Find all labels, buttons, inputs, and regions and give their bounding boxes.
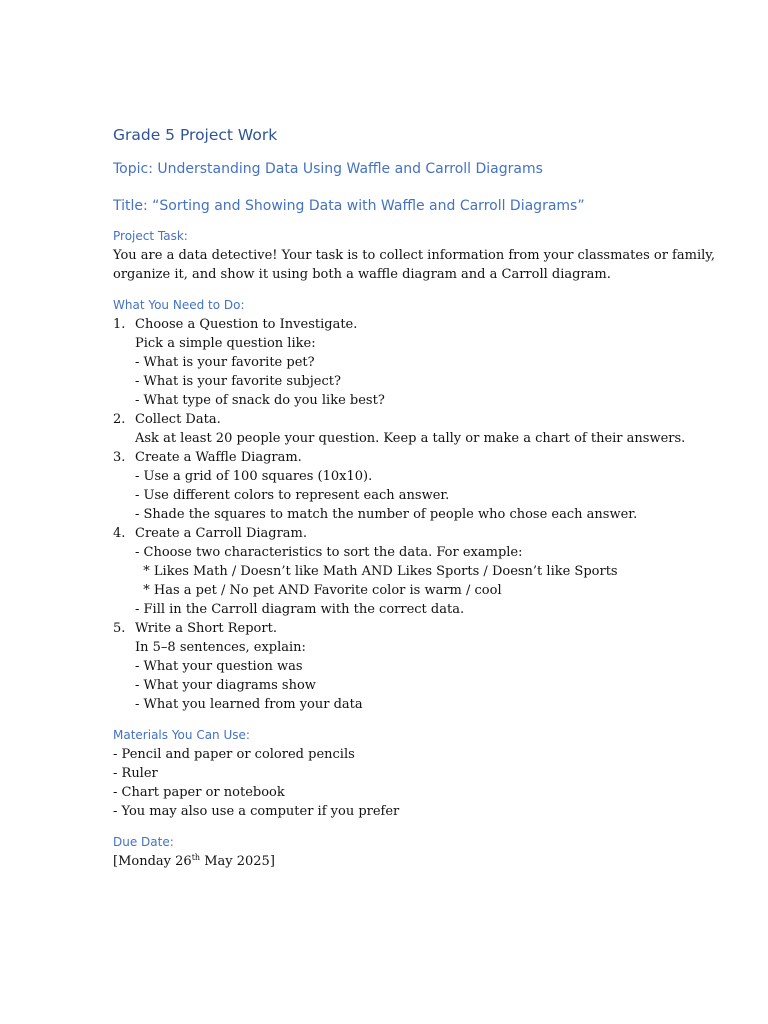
project-task-line: You are a data detective! Your task is to collect information from your classmates or family, bbox=[113, 248, 716, 263]
materials-line: - Ruler bbox=[113, 766, 158, 781]
step-line: Choose a Question to Investigate. bbox=[135, 317, 358, 332]
step-line: - What your diagrams show bbox=[135, 678, 316, 693]
step-5 bbox=[113, 619, 673, 714]
document-title: Grade 5 Project Work bbox=[113, 126, 278, 144]
due-date-text bbox=[113, 852, 673, 871]
document-page bbox=[113, 122, 716, 871]
step-line: Collect Data. bbox=[135, 412, 221, 427]
due-date-prefix: [Monday 26 bbox=[113, 854, 192, 869]
materials-heading: Materials You Can Use: bbox=[113, 728, 250, 742]
materials-line: - Pencil and paper or colored pencils bbox=[113, 747, 355, 762]
due-date-ordinal: th bbox=[191, 853, 201, 862]
step-line: - What is your favorite subject? bbox=[135, 374, 341, 389]
step-line: - What you learned from your data bbox=[135, 697, 363, 712]
project-task-text bbox=[113, 246, 716, 284]
step-number: 5. bbox=[113, 621, 126, 636]
step-line: Create a Carroll Diagram. bbox=[135, 526, 308, 541]
topic-heading: Topic: Understanding Data Using Waffle and Carroll Diagrams bbox=[113, 161, 543, 177]
materials-list bbox=[113, 745, 673, 821]
step-number: 4. bbox=[113, 526, 126, 541]
step-number: 3. bbox=[113, 450, 126, 465]
step-line: - What is your favorite pet? bbox=[135, 355, 315, 370]
step-line: - Choose two characteristics to sort the data. For example: bbox=[135, 545, 523, 560]
step-line: Ask at least 20 people your question. Keep a tally or make a chart of their answers. bbox=[135, 431, 686, 446]
step-line: - What type of snack do you like best? bbox=[135, 393, 385, 408]
steps-list bbox=[113, 315, 686, 714]
step-line: Pick a simple question like: bbox=[135, 336, 316, 351]
due-date-heading: Due Date: bbox=[113, 835, 174, 849]
what-to-do-heading: What You Need to Do: bbox=[113, 298, 245, 312]
step-line: In 5–8 sentences, explain: bbox=[135, 640, 306, 655]
due-date-suffix: May 2025] bbox=[200, 854, 275, 869]
step-number: 1. bbox=[113, 317, 126, 332]
project-task-line: organize it, and show it using both a waffle diagram and a Carroll diagram. bbox=[113, 267, 611, 282]
step-line: * Has a pet / No pet AND Favorite color is warm / cool bbox=[135, 583, 502, 598]
project-task-heading: Project Task: bbox=[113, 229, 188, 243]
step-line: * Likes Math / Doesn’t like Math AND Likes Sports / Doesn’t like Sports bbox=[135, 564, 618, 579]
step-line: Write a Short Report. bbox=[135, 621, 277, 636]
step-line: - Use different colors to represent each answer. bbox=[135, 488, 450, 503]
step-line: - Use a grid of 100 squares (10x10). bbox=[135, 469, 373, 484]
step-4 bbox=[113, 524, 673, 619]
step-number: 2. bbox=[113, 412, 126, 427]
materials-line: - Chart paper or notebook bbox=[113, 785, 285, 800]
materials-line: - You may also use a computer if you prefer bbox=[113, 804, 400, 819]
step-line: - What your question was bbox=[135, 659, 303, 674]
project-title-heading: Title: “Sorting and Showing Data with Waffle and Carroll Diagrams” bbox=[113, 198, 585, 214]
step-3 bbox=[113, 448, 673, 524]
step-line: Create a Waffle Diagram. bbox=[135, 450, 302, 465]
step-line: - Fill in the Carroll diagram with the correct data. bbox=[135, 602, 465, 617]
step-1 bbox=[113, 315, 673, 410]
step-2 bbox=[113, 410, 686, 448]
step-line: - Shade the squares to match the number of people who chose each answer. bbox=[135, 507, 638, 522]
